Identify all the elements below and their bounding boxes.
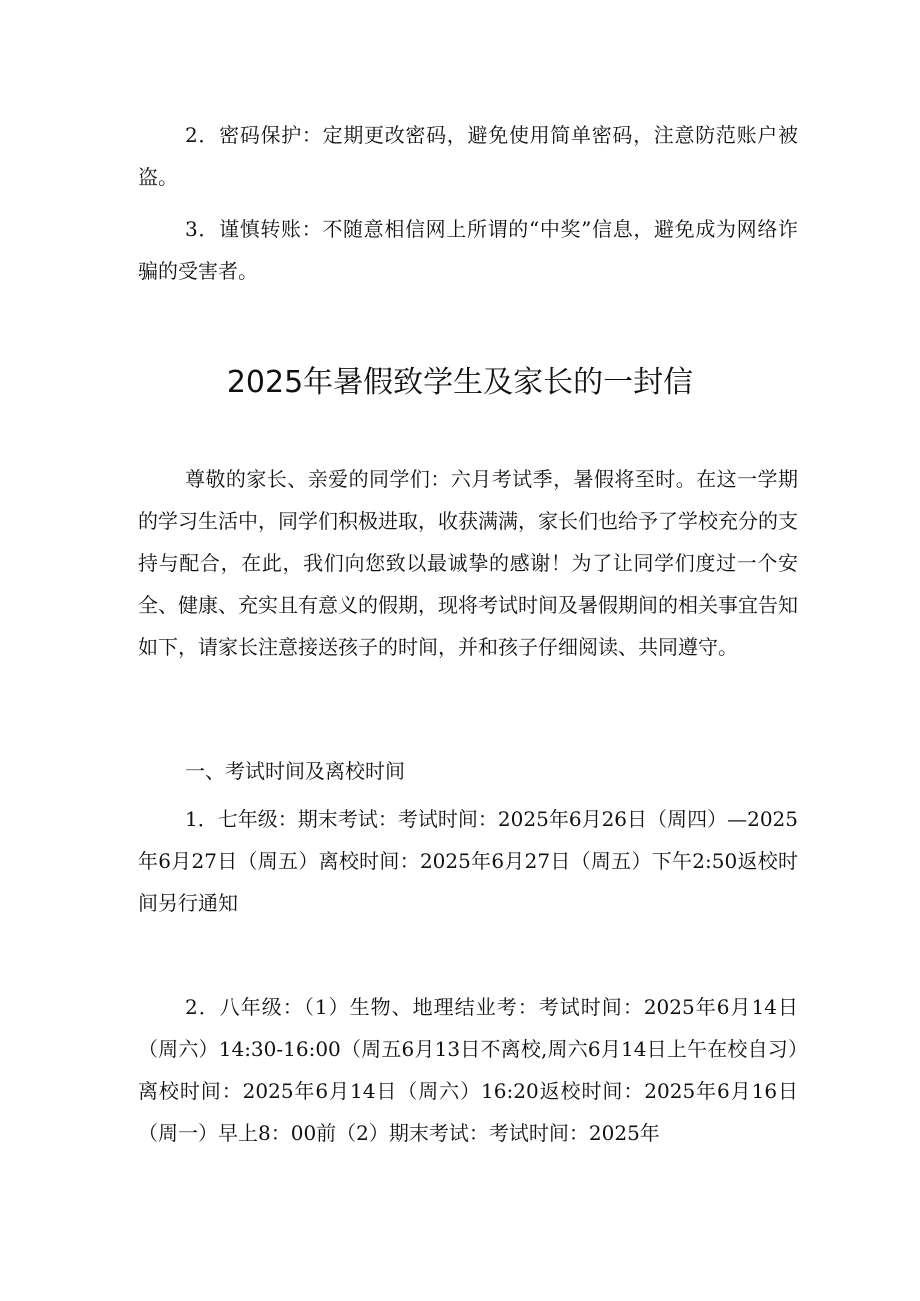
section-heading: 一、考试时间及离校时间 bbox=[185, 759, 405, 783]
paragraph-grade8: 2．八年级：（1）生物、地理结业考：考试时间：2025年6月14日（周六）14:30-16:00（周五6月13日不离校,周六6月14日上午在校自习）离校时间：2025年6月14日（周六）16:20返校时间：2025年6月16日（周一）早上8：00前（2）期末考试：考试时间：2025年 bbox=[138, 995, 798, 1145]
document-title: 2025年暑假致学生及家长的一封信 bbox=[226, 365, 694, 400]
paragraph-intro: 尊敬的家长、亲爱的同学们：六月考试季，暑假将至时。在这一学期的学习生活中，同学们积极进取，收获满满，家长们也给予了学校充分的支持与配合，在此，我们向您致以最诚挚的感谢！为了让同学们度过一个安全、健康、充实且有意义的假期，现将考试时间及暑假期间的相关事宜告知如下，请家长注意接送孩子的时间，并和孩子仔细阅读、共同遵守。 bbox=[138, 467, 798, 659]
paragraph-grade7: 1．七年级：期末考试：考试时间：2025年6月26日（周四）—2025年6月27日（周五）离校时间：2025年6月27日（周五）下午2:50返校时间另行通知 bbox=[138, 807, 798, 915]
paragraph-careful-transfer: 3．谨慎转账：不随意相信网上所谓的“中奖”信息，避免成为网络诈骗的受害者。 bbox=[138, 217, 798, 283]
paragraph-password-protection: 2．密码保护：定期更改密码，避免使用简单密码，注意防范账户被盗。 bbox=[138, 123, 798, 189]
